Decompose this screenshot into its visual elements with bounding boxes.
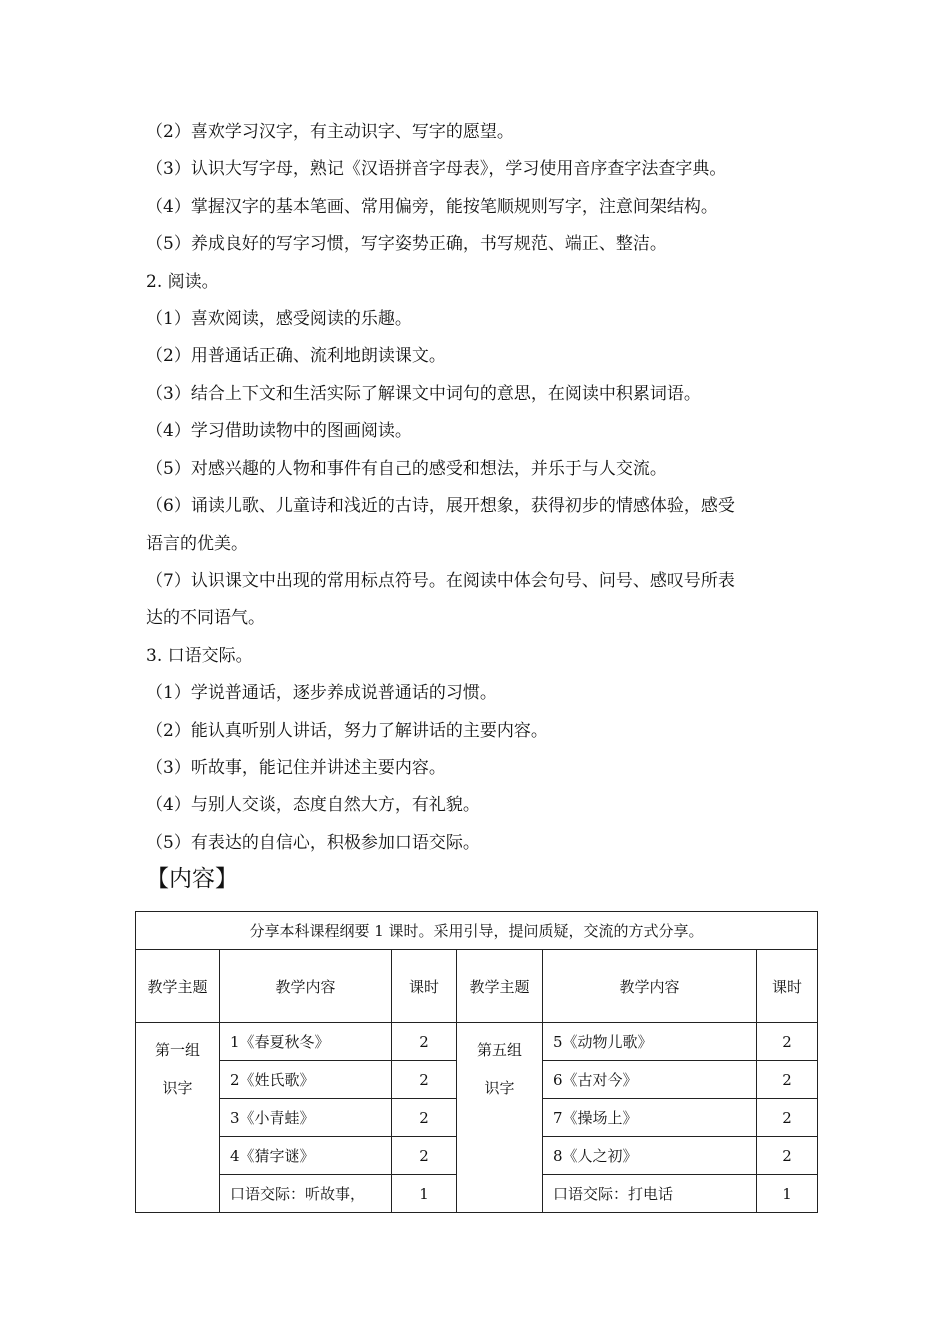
content-section-title: 【内容】 — [146, 866, 238, 892]
table-caption-row — [136, 912, 818, 950]
text-line: （3）认识大写字母，熟记《汉语拼音字母表》，学习使用音序查字法查字典。 — [146, 159, 727, 179]
hours-cell: 2 — [392, 1023, 457, 1061]
text-line: （4）学习借助读物中的图画阅读。 — [146, 421, 412, 441]
column-header: 课时 — [392, 950, 457, 1023]
text-line: （5）养成良好的写字习惯，写字姿势正确，书写规范、端正、整洁。 — [146, 234, 667, 254]
text-line: 达的不同语气。 — [146, 608, 265, 628]
group-sub: 识字 — [162, 1079, 193, 1097]
column-header: 教学主题 — [457, 950, 543, 1023]
section-heading: 3. 口语交际。 — [146, 646, 253, 666]
lesson-cell: 4《猜字谜》 — [220, 1137, 392, 1175]
text-line: （4）与别人交谈，态度自然大方，有礼貌。 — [146, 795, 480, 815]
text-line: （1）学说普通话，逐步养成说普通话的习惯。 — [146, 683, 497, 703]
text-line: （1）喜欢阅读，感受阅读的乐趣。 — [146, 309, 412, 329]
group-name: 第一组 — [154, 1041, 200, 1059]
text-line: （4）掌握汉字的基本笔画、常用偏旁，能按笔顺规则写字，注意间架结构。 — [146, 197, 718, 217]
text-line: （5）对感兴趣的人物和事件有自己的感受和想法，并乐于与人交流。 — [146, 459, 667, 479]
lesson-cell: 7《操场上》 — [543, 1099, 757, 1137]
column-header: 课时 — [757, 950, 818, 1023]
text-line: （6）诵读儿歌、儿童诗和浅近的古诗，展开想象，获得初步的情感体验，感受 — [146, 496, 735, 516]
table-row — [136, 1023, 818, 1061]
text-line: （5）有表达的自信心，积极参加口语交际。 — [146, 833, 480, 853]
group-cell-right — [457, 1023, 543, 1213]
table-header-row — [136, 950, 818, 1023]
lesson-cell: 3《小青蛙》 — [220, 1099, 392, 1137]
lesson-cell: 口语交际：打电话 — [543, 1175, 757, 1213]
hours-cell: 1 — [757, 1175, 818, 1213]
hours-cell: 2 — [392, 1099, 457, 1137]
hours-cell: 2 — [757, 1023, 818, 1061]
hours-cell: 2 — [757, 1061, 818, 1099]
column-header: 教学主题 — [136, 950, 220, 1023]
group-cell-left — [136, 1023, 220, 1213]
lesson-cell: 8《人之初》 — [543, 1137, 757, 1175]
text-line: （7）认识课文中出现的常用标点符号。在阅读中体会句号、问号、感叹号所表 — [146, 571, 735, 591]
lesson-cell: 1《春夏秋冬》 — [220, 1023, 392, 1061]
hours-cell: 2 — [392, 1137, 457, 1175]
text-line: （3）结合上下文和生活实际了解课文中词句的意思，在阅读中积累词语。 — [146, 384, 701, 404]
text-line: 语言的优美。 — [146, 534, 248, 554]
hours-cell: 2 — [757, 1099, 818, 1137]
hours-cell: 2 — [757, 1137, 818, 1175]
text-line: （2）能认真听别人讲话，努力了解讲话的主要内容。 — [146, 721, 548, 741]
table-caption: 分享本科课程纲要 1 课时。采用引导，提问质疑，交流的方式分享。 — [136, 912, 818, 950]
hours-cell: 2 — [392, 1061, 457, 1099]
text-line: （2）喜欢学习汉字，有主动识字、写字的愿望。 — [146, 122, 514, 142]
hours-cell: 1 — [392, 1175, 457, 1213]
column-header: 教学内容 — [220, 950, 392, 1023]
lesson-cell: 6《古对今》 — [543, 1061, 757, 1099]
group-name: 第五组 — [476, 1041, 522, 1059]
column-header: 教学内容 — [543, 950, 757, 1023]
text-line: （2）用普通话正确、流利地朗读课文。 — [146, 346, 446, 366]
group-sub: 识字 — [484, 1079, 515, 1097]
section-heading: 2. 阅读。 — [146, 272, 219, 292]
course-table — [135, 911, 818, 1213]
text-line: （3）听故事，能记住并讲述主要内容。 — [146, 758, 446, 778]
lesson-cell: 口语交际：听故事， — [220, 1175, 392, 1213]
lesson-cell: 5《动物儿歌》 — [543, 1023, 757, 1061]
lesson-cell: 2《姓氏歌》 — [220, 1061, 392, 1099]
